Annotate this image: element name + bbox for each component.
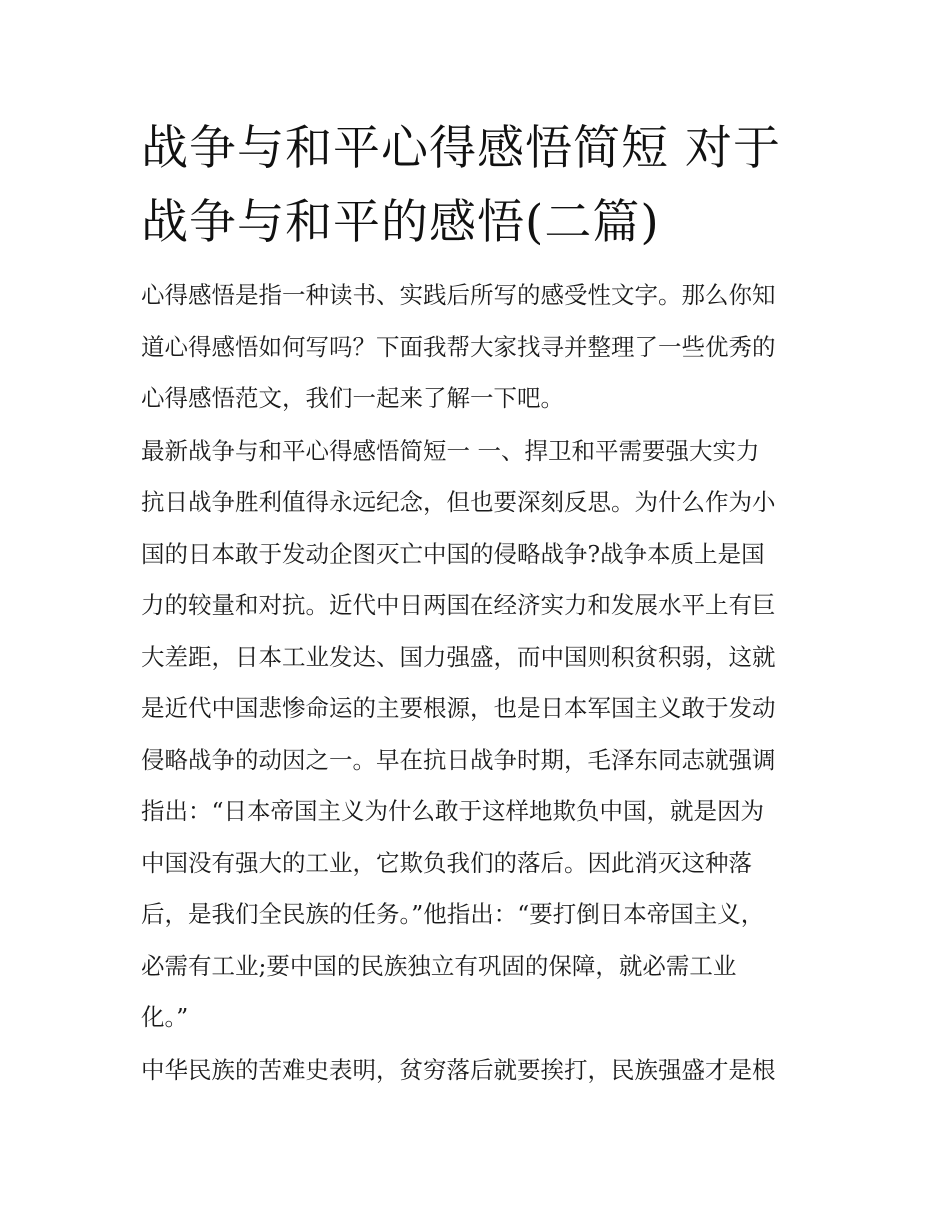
text-line: 力的较量和对抗。近代中日两国在经济实力和发展水平上有巨 xyxy=(141,591,776,619)
text-line: 心得感悟范文，我们一起来了解一下吧。 xyxy=(141,384,564,412)
text-line: 中国没有强大的工业，它欺负我们的落后。因此消灭这种落 xyxy=(141,848,752,877)
text-line: 侵略战争的动因之一。早在抗日战争时期，毛泽东同志就强调 xyxy=(141,745,776,774)
text-line: 化。” xyxy=(141,1003,189,1031)
text-line: 心得感悟是指一种读书、实践后所写的感受性文字。那么你知 xyxy=(141,281,776,309)
text-line: 抗日战争胜利值得永远纪念，但也要深刻反思。为什么作为小 xyxy=(141,488,776,516)
text-line: 大差距，日本工业发达、国力强盛，而中国则积贫积弱，这就 xyxy=(141,642,776,671)
body-paragraph-2 xyxy=(141,1045,813,1097)
text-line: 国的日本敢于发动企图灭亡中国的侵略战争?战争本质上是国 xyxy=(141,539,765,568)
text-line: 指出：“日本帝国主义为什么敢于这样地欺负中国，就是因为 xyxy=(141,797,765,825)
text-line: 中华民族的苦难史表明，贫穷落后就要挨打，民族强盛才是根 xyxy=(141,1055,776,1084)
text-line: 必需有工业;要中国的民族独立有巩固的保障，就必需工业 xyxy=(141,951,737,980)
document-page xyxy=(141,112,813,1096)
title-line: 战争与和平的感悟(二篇) xyxy=(141,195,660,250)
text-line: 最新战争与和平心得感悟简短一 一、捍卫和平需要强大实力 xyxy=(141,436,760,465)
title-line: 战争与和平心得感悟简短 对于 xyxy=(141,121,781,176)
document-title xyxy=(141,112,813,260)
text-line: 后，是我们全民族的任务。”他指出：“要打倒日本帝国主义， xyxy=(141,900,765,928)
body-paragraph-1 xyxy=(141,426,813,1044)
text-line: 道心得感悟如何写吗？下面我帮大家找寻并整理了一些优秀的 xyxy=(141,332,776,361)
text-line: 是近代中国悲惨命运的主要根源，也是日本军国主义敢于发动 xyxy=(141,694,776,722)
intro-paragraph xyxy=(141,270,813,425)
